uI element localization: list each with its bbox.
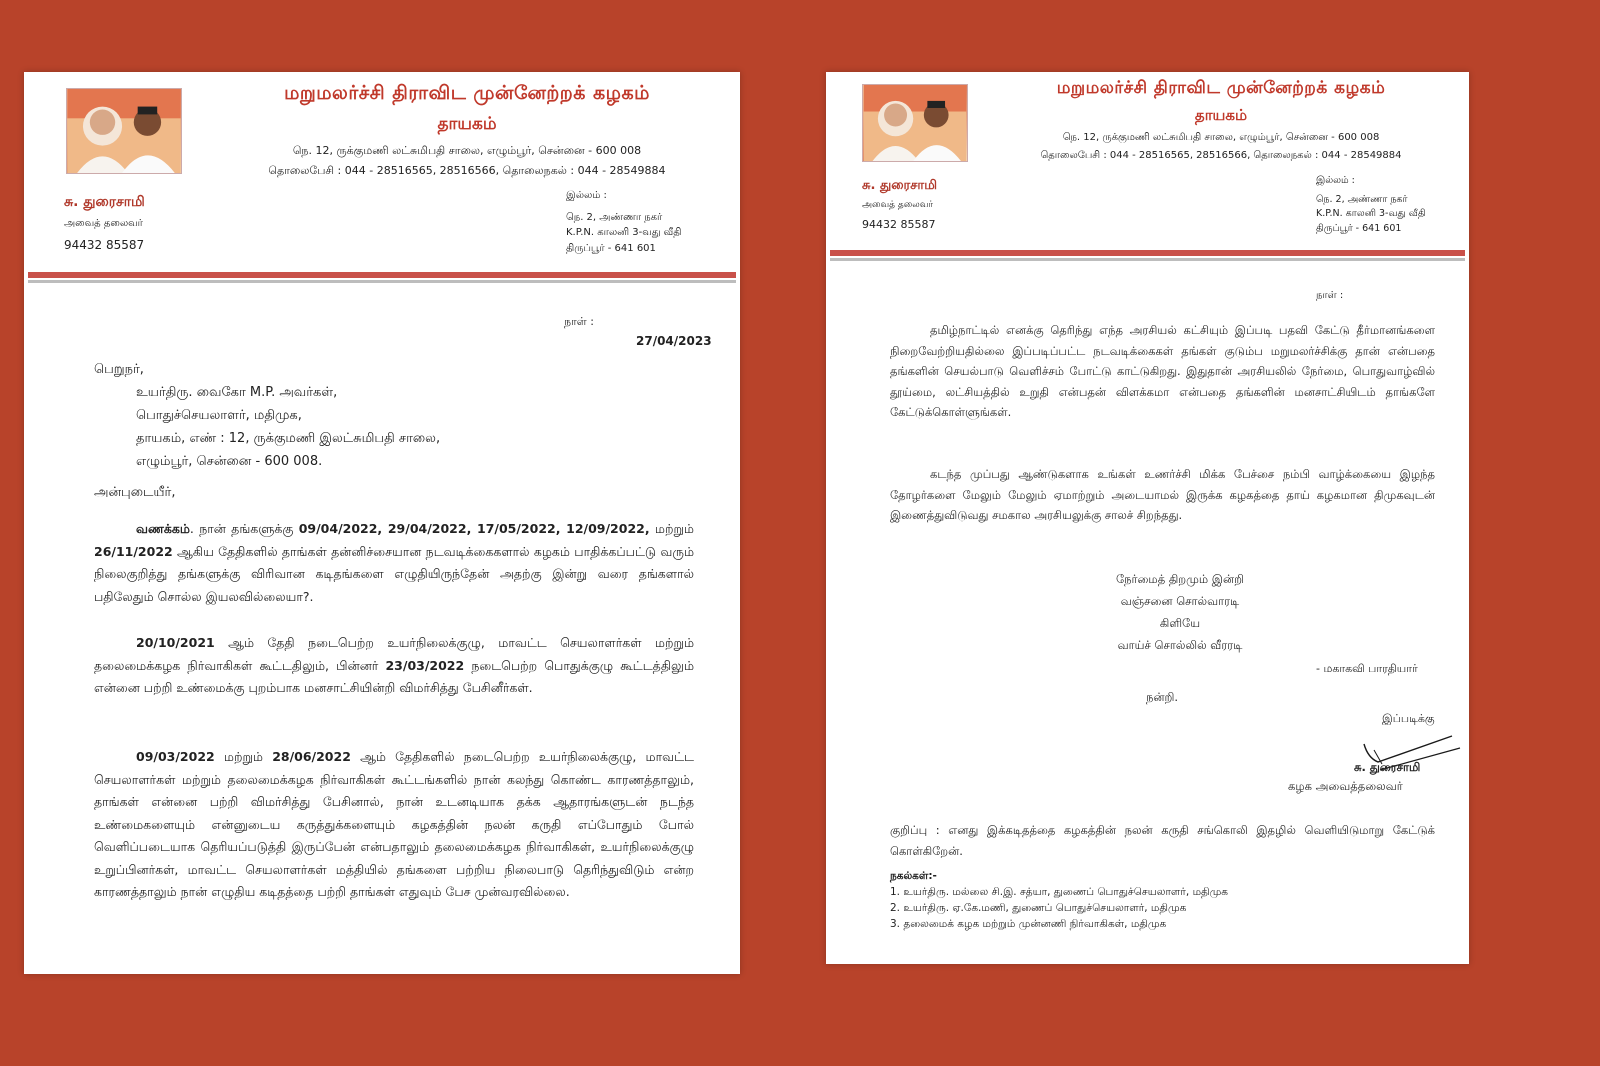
leaders-photo bbox=[66, 88, 182, 174]
closing: இப்படிக்கு bbox=[1382, 712, 1435, 725]
p1-bold-a: வணக்கம் bbox=[136, 521, 190, 536]
paragraph-1 bbox=[94, 518, 694, 608]
leaders-photo bbox=[862, 84, 968, 162]
sender-name: சு. துரைசாமி bbox=[862, 178, 938, 193]
copy-2: 2. உயர்திரு. ஏ.கே.மணி, துணைப் பொதுச்செயலாளர், மதிமுக bbox=[890, 902, 1187, 914]
copies-block bbox=[890, 868, 1228, 932]
paragraph-2 bbox=[94, 632, 694, 700]
leaders-portrait-icon bbox=[67, 89, 181, 173]
recipient-address-1: தாயகம், எண் : 12, ருக்குமணி இலட்சுமிபதி சாலை, bbox=[136, 431, 441, 446]
recipient-name: உயர்திரு. வைகோ M.P. அவர்கள், bbox=[136, 385, 338, 400]
recipient-block bbox=[94, 358, 440, 473]
paragraph-1: தமிழ்நாட்டில் எனக்கு தெரிந்து எந்த அரசியல் கட்சியும் இப்படி பதவி கேட்டு தீர்மானங்களை நிறைவேற்றியதில்லை இப்படிப்பட்ட நடவடிக்கைகள் தங்கள் குடும்ப மறுமலர்ச்சிக்கு தான் என்பதை தங்களின் செயல்பாடு வெளிச்சம் போட்டு காட்டுகிறது. இதுதான் அரசியலில் நேர்மை, பொதுவாழ்வில் தூய்மை, லட்சியத்தில் உறுதி என்பதன் விளக்கமா என்பதை தங்களின் மனசாட்சியிடம் தாங்களே கேட்டுக்கொள்ளுங்கள். bbox=[890, 323, 1435, 419]
poem-line-4: வாய்ச் சொல்லில் வீரரடி bbox=[1117, 638, 1243, 652]
signatory-name: சு. துரைசாமி bbox=[1354, 760, 1421, 774]
p1-bold-b: 09/04/2022, 29/04/2022, 17/05/2022, 12/09/2022, bbox=[298, 521, 650, 536]
home-line-1: நெ. 2, அண்ணா நகர் bbox=[566, 211, 663, 223]
header-rule-grey bbox=[830, 258, 1465, 261]
copies-label: நகல்கள்:- bbox=[890, 870, 937, 882]
recipient-address-2: எழும்பூர், சென்னை - 600 008. bbox=[136, 454, 323, 469]
sender-role: அவைத் தலைவர் bbox=[64, 218, 143, 229]
sender-phone: 94432 85587 bbox=[862, 218, 936, 231]
p2-text-a: ஆம் தேதி நடைபெற்ற உயர்நிலைக்குழு, மாவட்ட செயலாளர்கள் மற்றும் தலைமைக்கழக நிர்வாகிகள் கூட்டதிலும், பின்னர் bbox=[94, 635, 694, 673]
paragraph-2: கடந்த முப்பது ஆண்டுகளாக உங்கள் உணர்ச்சி மிக்க பேச்சை நம்பி வாழ்க்கையை இழந்த தோழர்களை மேலும் மேலும் ஏமாற்றும் அடையாமல் இருக்க கழகத்தை தாய் கழகமான திமுகவுடன் இணைத்துவிடுவது சமகால அரசியலுக்கு சாலச் சிறந்தது. bbox=[890, 467, 1435, 522]
date-label: நாள் : bbox=[564, 315, 594, 328]
note: குறிப்பு : எனது இக்கடிதத்தை கழகத்தின் நலன் கருதி சங்கொலி இதழில் வெளியிடுமாறு கேட்டுக் கொள்கிறேன். bbox=[890, 823, 1435, 858]
p2-bold-b: 23/03/2022 bbox=[385, 657, 465, 673]
p1-bold-c: 26/11/2022 bbox=[94, 543, 173, 559]
copy-3: 3. தலைமைக் கழக மற்றும் முன்னணி நிர்வாகிகள், மதிமுக bbox=[890, 918, 1167, 930]
signatory-role: கழக அவைத்தலைவர் bbox=[1288, 779, 1403, 793]
home-label: இல்லம் : bbox=[566, 190, 607, 201]
poem-line-1: நேர்மைத் திறமும் இன்றி bbox=[1116, 572, 1244, 586]
recipient-label: பெறுநர், bbox=[94, 362, 144, 377]
sender-name: சு. துரைசாமி bbox=[64, 194, 145, 210]
home-line-3: திருப்பூர் - 641 601 bbox=[566, 242, 656, 254]
letter-page-2 bbox=[826, 72, 1469, 964]
home-label: இல்லம் : bbox=[1316, 175, 1355, 186]
header-rule-grey bbox=[28, 280, 736, 283]
p2-text-b: நடைபெற்ற பொதுக்குழு கூட்டத்திலும் என்னை பற்றி உண்மைக்கு புறம்பாக மனசாட்சியின்றி விமர்சித்து பேசினீர்கள். bbox=[94, 657, 694, 695]
home-address bbox=[566, 188, 681, 256]
home-line-3: திருப்பூர் - 641 601 bbox=[1316, 223, 1402, 235]
sender-phone: 94432 85587 bbox=[64, 238, 145, 252]
home-line-2: K.P.N. காலனி 3-வது வீதி bbox=[1316, 208, 1426, 220]
leaders-portrait-icon bbox=[863, 85, 967, 161]
poem-line-2: வஞ்சனை சொல்வாரடி bbox=[1120, 594, 1240, 608]
poem-block bbox=[1070, 568, 1290, 656]
phone-line: தொலைபேசி : 044 - 28516565, 28516566, தொலைநகல் : 044 - 28549884 bbox=[1040, 150, 1402, 161]
recipient-title: பொதுச்செயலாளர், மதிமுக, bbox=[136, 408, 302, 423]
hq-name: தாயகம் bbox=[437, 114, 497, 134]
p3-text-a: மற்றும் bbox=[214, 749, 273, 764]
p3-bold-b: 28/06/2022 bbox=[272, 749, 351, 764]
poem-line-3: கிளியே bbox=[1159, 616, 1201, 630]
hq-address: நெ. 12, ருக்குமணி லட்சுமிபதி சாலை, எழும்பூர், சென்னை - 600 008 bbox=[292, 144, 642, 157]
phone-line: தொலைபேசி : 044 - 28516565, 28516566, தொலைநகல் : 044 - 28549884 bbox=[268, 164, 666, 177]
p2-bold-a: 20/10/2021 bbox=[136, 635, 215, 650]
copy-1: 1. உயர்திரு. மல்லை சி.இ. சத்யா, துணைப் பொதுச்செயலாளர், மதிமுக bbox=[890, 886, 1228, 898]
p1-text-c: ஆகிய தேதிகளில் தாங்கள் தன்னிச்சையான நடவடிக்கைகளால் கழகம் பாதிக்கப்பட்டு வரும் நிலைகுறித்து தங்களுக்கு விரிவான கடிதங்களை எழுதியிருந்தேன் அதற்கு இன்று வரை தங்களால் பதிலேதும் சொல்ல இயலவில்லையா?. bbox=[94, 543, 694, 604]
hq-address: நெ. 12, ருக்குமணி லட்சுமிபதி சாலை, எழும்பூர், சென்னை - 600 008 bbox=[1062, 132, 1380, 143]
thanks: நன்றி. bbox=[1146, 690, 1179, 704]
date-label: நாள் : bbox=[1316, 290, 1344, 301]
p1-text-a: . நான் தங்களுக்கு bbox=[189, 521, 299, 536]
sender-role: அவைத் தலைவர் bbox=[862, 200, 934, 210]
org-name: மறுமலர்ச்சி திராவிட முன்னேற்றக் கழகம் bbox=[1056, 78, 1386, 98]
paragraph-3 bbox=[94, 746, 694, 904]
p3-bold-a: 09/03/2022 bbox=[136, 749, 215, 764]
salutation: அன்புடையீர், bbox=[94, 485, 176, 500]
org-name: மறுமலர்ச்சி திராவிட முன்னேற்றக் கழகம் bbox=[284, 82, 650, 104]
p1-text-b: மற்றும் bbox=[649, 521, 694, 536]
home-address bbox=[1316, 174, 1426, 237]
p3-text-b: ஆம் தேதிகளில் நடைபெற்ற உயர்நிலைக்குழு, மாவட்ட செயலாளர்கள் மற்றும் தலைமைக்கழக நிர்வாகிகள் கூட்டங்களில் நான் கலந்து கொண்ட காரணத்தாலும், தாங்கள் என்னை பற்றி விமர்சித்து பேசினால், நான் உடனடியாக தக்க ஆதாரங்களுடன் நடந்த உண்மைகளையும் என்னுடைய கருத்துக்களையும் கழகத்தின் நலன் கருதி எப்போதும் போல் வெளிப்படையாக தெரியப்படுத்தி இருப்பேன் என்பதாலும் தலைமைக்கழக நிர்வாகிகள், உயர்நிலைக்குழு உறுப்பினர்கள், மாவட்ட செயலாளர்கள் மத்தியில் தங்களை பற்றிய நிலைபாடு தெரிந்துவிடும் என்ற காரணத்தாலும் நான் எழுதிய கடிதத்தை பற்றி தாங்கள் எதுவும் பேச முன்வரவில்லை. bbox=[94, 749, 694, 899]
header-rule-red bbox=[28, 272, 736, 278]
letter-page-1 bbox=[24, 72, 740, 974]
poem-author: - மகாகவி பாரதியார் bbox=[1316, 662, 1418, 675]
home-line-1: நெ. 2, அண்ணா நகர் bbox=[1316, 193, 1408, 205]
hq-name: தாயகம் bbox=[1194, 106, 1248, 124]
date-value: 27/04/2023 bbox=[636, 334, 712, 348]
home-line-2: K.P.N. காலனி 3-வது வீதி bbox=[566, 227, 682, 238]
header-rule-red bbox=[830, 250, 1465, 256]
